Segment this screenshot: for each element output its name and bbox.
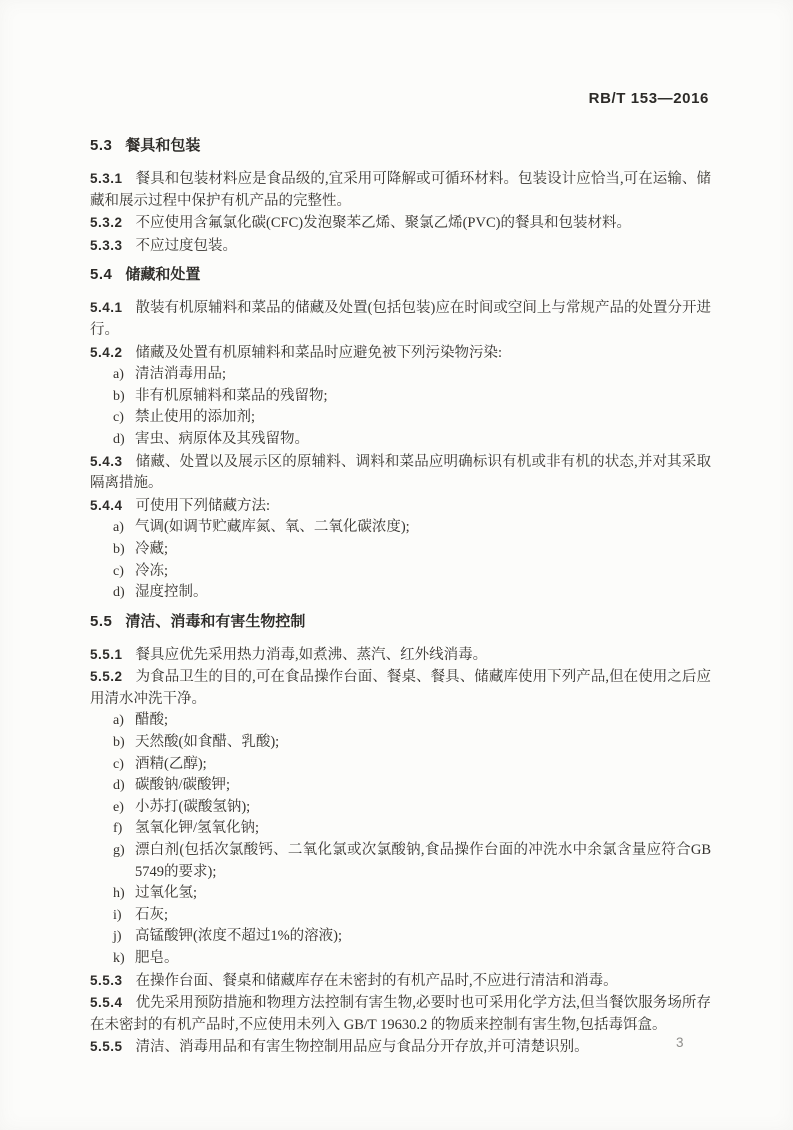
clause-text: 优先采用预防措施和物理方法控制有害生物,必要时也可采用化学方法,但当餐饮服务场所存在未密封的有机产品时,不应使用未列入 GB/T 19630.2 的物质来控制有害生物,包括毒饵盒。	[90, 995, 711, 1033]
list-item	[90, 429, 711, 451]
list-item-text: 湿度控制。	[135, 584, 208, 601]
clause-paragraph	[90, 212, 711, 235]
section-title: 储藏和处置	[125, 266, 201, 284]
list-item	[90, 364, 711, 386]
list-item	[90, 754, 711, 776]
list-item-label: a)	[113, 520, 124, 536]
clause-paragraph	[90, 235, 711, 258]
list-item-label: c)	[113, 410, 124, 426]
list-item-label: b)	[113, 388, 125, 404]
clause-text: 散装有机原辅料和菜品的储藏及处置(包括包装)应在时间或空间上与常规产品的处置分开进行。	[90, 300, 711, 338]
list-item-label: c)	[113, 563, 124, 579]
standard-code: RB/T 153—2016	[588, 90, 709, 107]
list-item-label: c)	[113, 756, 124, 772]
list-item-label: a)	[113, 713, 124, 729]
list-item	[90, 948, 711, 970]
section-title: 清洁、消毒和有害生物控制	[125, 612, 306, 630]
clause-text: 清洁、消毒用品和有害生物控制用品应与食品分开存放,并可清楚识别。	[135, 1039, 589, 1056]
list-item	[90, 840, 711, 883]
clause-paragraph	[90, 970, 711, 993]
list-item	[90, 905, 711, 927]
list-item-text: 石灰;	[135, 906, 169, 923]
list-item	[90, 775, 711, 797]
section-heading	[90, 611, 711, 633]
list-item-text: 碳酸钠/碳酸钾;	[135, 777, 231, 794]
list-item-text: 冷冻;	[135, 562, 169, 579]
list-item	[90, 517, 711, 539]
list-item-text: 醋酸;	[135, 712, 169, 729]
list-item	[90, 926, 711, 948]
clause-number: 5.4.4	[90, 497, 123, 513]
page-number: 3	[676, 1035, 684, 1050]
list-item-label: b)	[113, 735, 125, 751]
clause-number: 5.5.5	[90, 1039, 123, 1055]
clause-paragraph	[90, 666, 711, 710]
section-number: 5.3	[90, 137, 113, 154]
clause-number: 5.5.1	[90, 646, 123, 662]
list-item-label: b)	[113, 541, 125, 557]
list-item-label: k)	[113, 951, 125, 966]
list-item-label: g)	[113, 843, 125, 859]
clause-text: 可使用下列储藏方法:	[135, 497, 271, 514]
list-item-label: d)	[113, 585, 125, 601]
list-item-label: d)	[113, 431, 125, 447]
list-item-text: 清洁消毒用品;	[135, 366, 227, 383]
section-number: 5.5	[90, 612, 113, 630]
section-number: 5.4	[90, 266, 113, 284]
clause-number: 5.3.2	[90, 215, 123, 231]
list-item-text: 氢氧化钾/氢氧化钠;	[135, 820, 260, 837]
list-item-label: e)	[113, 799, 124, 815]
clause-number: 5.5.2	[90, 669, 123, 685]
clause-number: 5.5.3	[90, 972, 123, 988]
clause-paragraph	[90, 992, 711, 1036]
list-item	[90, 407, 711, 429]
list-item	[90, 561, 711, 583]
list-item	[90, 732, 711, 754]
clause-number: 5.4.2	[90, 344, 123, 360]
clause-text: 储藏、处置以及展示区的原辅料、调料和菜品应明确标识有机或非有机的状态,并对其采取隔离措施。	[90, 453, 711, 492]
list-item-text: 小苏打(碳酸氢钠);	[135, 798, 251, 815]
clause-paragraph	[90, 297, 711, 341]
clause-number: 5.3.3	[90, 237, 123, 253]
section-heading	[90, 264, 711, 286]
list-item-text: 禁止使用的添加剂;	[135, 409, 256, 426]
list-item	[90, 386, 711, 408]
clause-paragraph	[90, 1036, 711, 1059]
clause-number: 5.4.3	[90, 453, 123, 469]
list-item-label: f)	[113, 821, 123, 837]
clause-paragraph	[90, 451, 711, 495]
clause-number: 5.4.1	[90, 300, 123, 316]
list-item	[90, 883, 711, 905]
clause-number: 5.3.1	[90, 171, 123, 186]
list-item-text: 非有机原辅料和菜品的残留物;	[135, 387, 328, 404]
list-item-label: j)	[113, 929, 122, 945]
list-item-label: h)	[113, 886, 125, 902]
clause-text: 餐具和包装材料应是食品级的,宜采用可降解或可循环材料。包装设计应恰当,可在运输、储藏和展示过程中保护有机产品的完整性。	[90, 171, 711, 209]
list-item	[90, 710, 711, 732]
clause-paragraph	[90, 342, 711, 365]
clause-text: 餐具应优先采用热力消毒,如煮沸、蒸汽、红外线消毒。	[135, 646, 488, 663]
list-item-text: 酒精(乙醇);	[135, 755, 207, 772]
list-item-text: 过氧化氢;	[135, 885, 198, 902]
clause-paragraph	[90, 495, 711, 518]
section-title: 餐具和包装	[125, 137, 201, 154]
clause-text: 储藏及处置有机原辅料和菜品时应避免被下列污染物污染:	[135, 344, 503, 361]
list-item	[90, 539, 711, 561]
list-item-text: 气调(如调节贮藏库氮、氧、二氧化碳浓度);	[135, 519, 410, 536]
section-heading	[90, 135, 711, 157]
list-item-text: 天然酸(如食醋、乳酸);	[135, 734, 280, 751]
list-item-text: 冷藏;	[135, 540, 169, 557]
list-item	[90, 818, 711, 840]
list-item-label: d)	[113, 778, 125, 794]
list-item-text: 肥皂。	[135, 950, 179, 966]
list-item-text: 高锰酸钾(浓度不超过1%的溶液);	[135, 928, 343, 945]
clause-number: 5.5.4	[90, 995, 123, 1011]
clause-paragraph	[90, 644, 711, 667]
list-item-text: 害虫、病原体及其残留物。	[135, 430, 309, 447]
clause-text: 为食品卫生的目的,可在食品操作台面、餐桌、餐具、储藏库使用下列产品,但在使用之后应用清水冲洗干净。	[90, 669, 711, 707]
clause-paragraph	[90, 168, 711, 212]
list-item	[90, 582, 711, 604]
document-body	[90, 128, 711, 1059]
clause-text: 不应过度包装。	[135, 237, 238, 254]
list-item-label: a)	[113, 367, 124, 383]
list-item	[90, 797, 711, 819]
clause-text: 在操作台面、餐桌和储藏库存在未密封的有机产品时,不应进行清洁和消毒。	[135, 972, 618, 989]
list-item-text: 漂白剂(包括次氯酸钙、二氧化氯或次氯酸钠,食品操作台面的冲洗水中余氯含量应符合GB 5749的要求);	[135, 842, 711, 880]
clause-text: 不应使用含氟氯化碳(CFC)发泡聚苯乙烯、聚氯乙烯(PVC)的餐具和包装材料。	[135, 215, 631, 232]
list-item-label: i)	[113, 907, 122, 923]
